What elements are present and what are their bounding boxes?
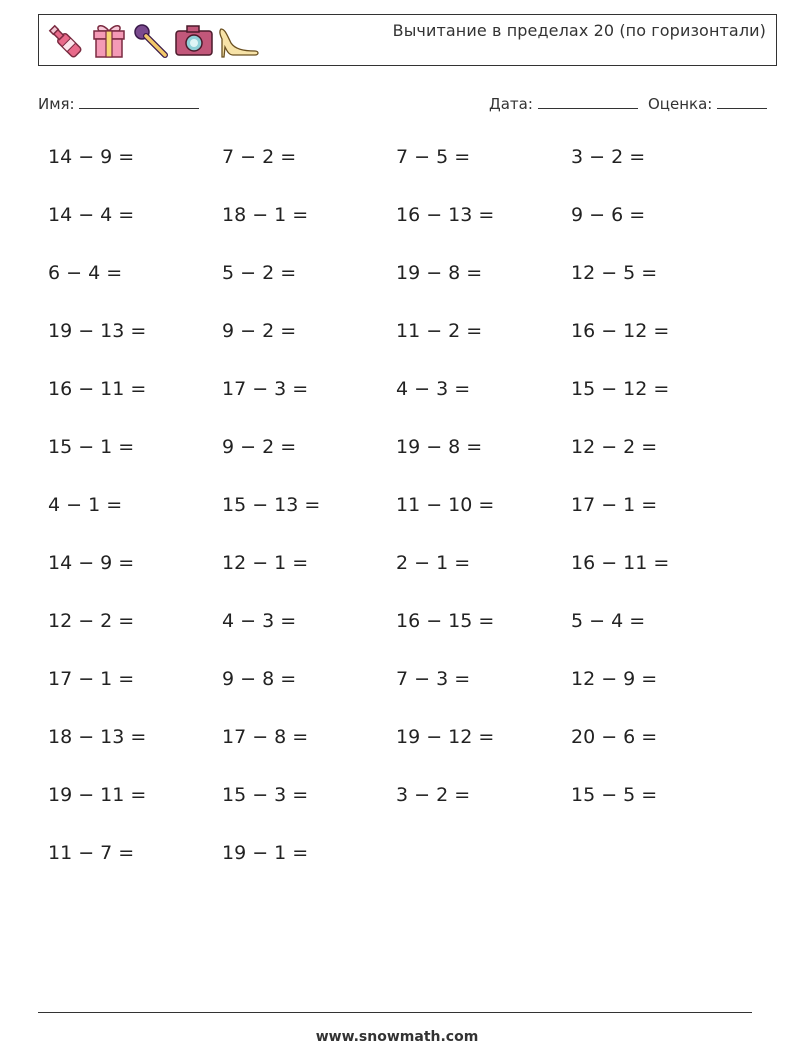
problem-item: 16 − 15 = <box>396 610 495 632</box>
problem-item: 17 − 1 = <box>48 668 135 690</box>
grade-label: Оценка: <box>648 95 713 113</box>
problem-item: 16 − 13 = <box>396 204 495 226</box>
problem-item: 2 − 1 = <box>396 552 471 574</box>
problem-item: 14 − 9 = <box>48 552 135 574</box>
problem-item: 16 − 11 = <box>48 378 147 400</box>
footer-url: www.snowmath.com <box>315 1029 479 1045</box>
camera-icon <box>173 21 215 61</box>
problem-item: 12 − 1 = <box>222 552 309 574</box>
date-field[interactable] <box>489 94 638 113</box>
problem-item: 11 − 2 = <box>396 320 483 342</box>
problem-item: 7 − 3 = <box>396 668 471 690</box>
problem-item: 9 − 6 = <box>571 204 646 226</box>
footer-divider <box>38 1012 752 1013</box>
problem-item: 6 − 4 = <box>48 262 123 284</box>
name-field[interactable] <box>38 94 199 113</box>
problem-item: 3 − 2 = <box>571 146 646 168</box>
problem-item: 15 − 13 = <box>222 494 321 516</box>
grade-line[interactable] <box>717 94 767 109</box>
problem-item: 3 − 2 = <box>396 784 471 806</box>
problem-item: 4 − 1 = <box>48 494 123 516</box>
problem-item: 20 − 6 = <box>571 726 658 748</box>
problem-item: 19 − 8 = <box>396 262 483 284</box>
problem-item: 18 − 1 = <box>222 204 309 226</box>
problem-item: 15 − 1 = <box>48 436 135 458</box>
problem-item: 11 − 7 = <box>48 842 135 864</box>
problem-item: 16 − 12 = <box>571 320 670 342</box>
problem-item: 4 − 3 = <box>222 610 297 632</box>
problem-item: 17 − 8 = <box>222 726 309 748</box>
worksheet-title: Вычитание в пределах 20 (по горизонтали) <box>392 21 766 40</box>
problem-item: 14 − 4 = <box>48 204 135 226</box>
problem-item: 16 − 11 = <box>571 552 670 574</box>
problem-item: 4 − 3 = <box>396 378 471 400</box>
problem-item: 19 − 1 = <box>222 842 309 864</box>
problem-item: 12 − 2 = <box>48 610 135 632</box>
date-label: Дата: <box>489 95 533 113</box>
header-icons <box>43 19 261 63</box>
problem-item: 19 − 11 = <box>48 784 147 806</box>
problem-item: 7 − 2 = <box>222 146 297 168</box>
problem-item: 9 − 8 = <box>222 668 297 690</box>
problem-item: 17 − 1 = <box>571 494 658 516</box>
problem-item: 5 − 2 = <box>222 262 297 284</box>
problem-item: 19 − 13 = <box>48 320 147 342</box>
problem-item: 15 − 3 = <box>222 784 309 806</box>
grade-field[interactable] <box>648 94 767 113</box>
name-line[interactable] <box>79 94 199 109</box>
problem-item: 7 − 5 = <box>396 146 471 168</box>
date-line[interactable] <box>538 94 638 109</box>
problem-item: 14 − 9 = <box>48 146 135 168</box>
problem-item: 17 − 3 = <box>222 378 309 400</box>
problem-item: 19 − 12 = <box>396 726 495 748</box>
problem-item: 12 − 5 = <box>571 262 658 284</box>
problem-item: 15 − 12 = <box>571 378 670 400</box>
problem-item: 18 − 13 = <box>48 726 147 748</box>
problem-item: 11 − 10 = <box>396 494 495 516</box>
champagne-bottle-icon <box>43 21 87 61</box>
gift-box-icon <box>89 21 129 61</box>
problem-item: 9 − 2 = <box>222 436 297 458</box>
problem-item: 12 − 9 = <box>571 668 658 690</box>
name-label: Имя: <box>38 95 75 113</box>
worksheet-header <box>38 14 777 66</box>
problem-item: 9 − 2 = <box>222 320 297 342</box>
microphone-icon <box>131 21 171 61</box>
problem-item: 5 − 4 = <box>571 610 646 632</box>
problem-item: 15 − 5 = <box>571 784 658 806</box>
problem-item: 12 − 2 = <box>571 436 658 458</box>
problem-item: 19 − 8 = <box>396 436 483 458</box>
high-heel-shoe-icon <box>217 21 261 61</box>
